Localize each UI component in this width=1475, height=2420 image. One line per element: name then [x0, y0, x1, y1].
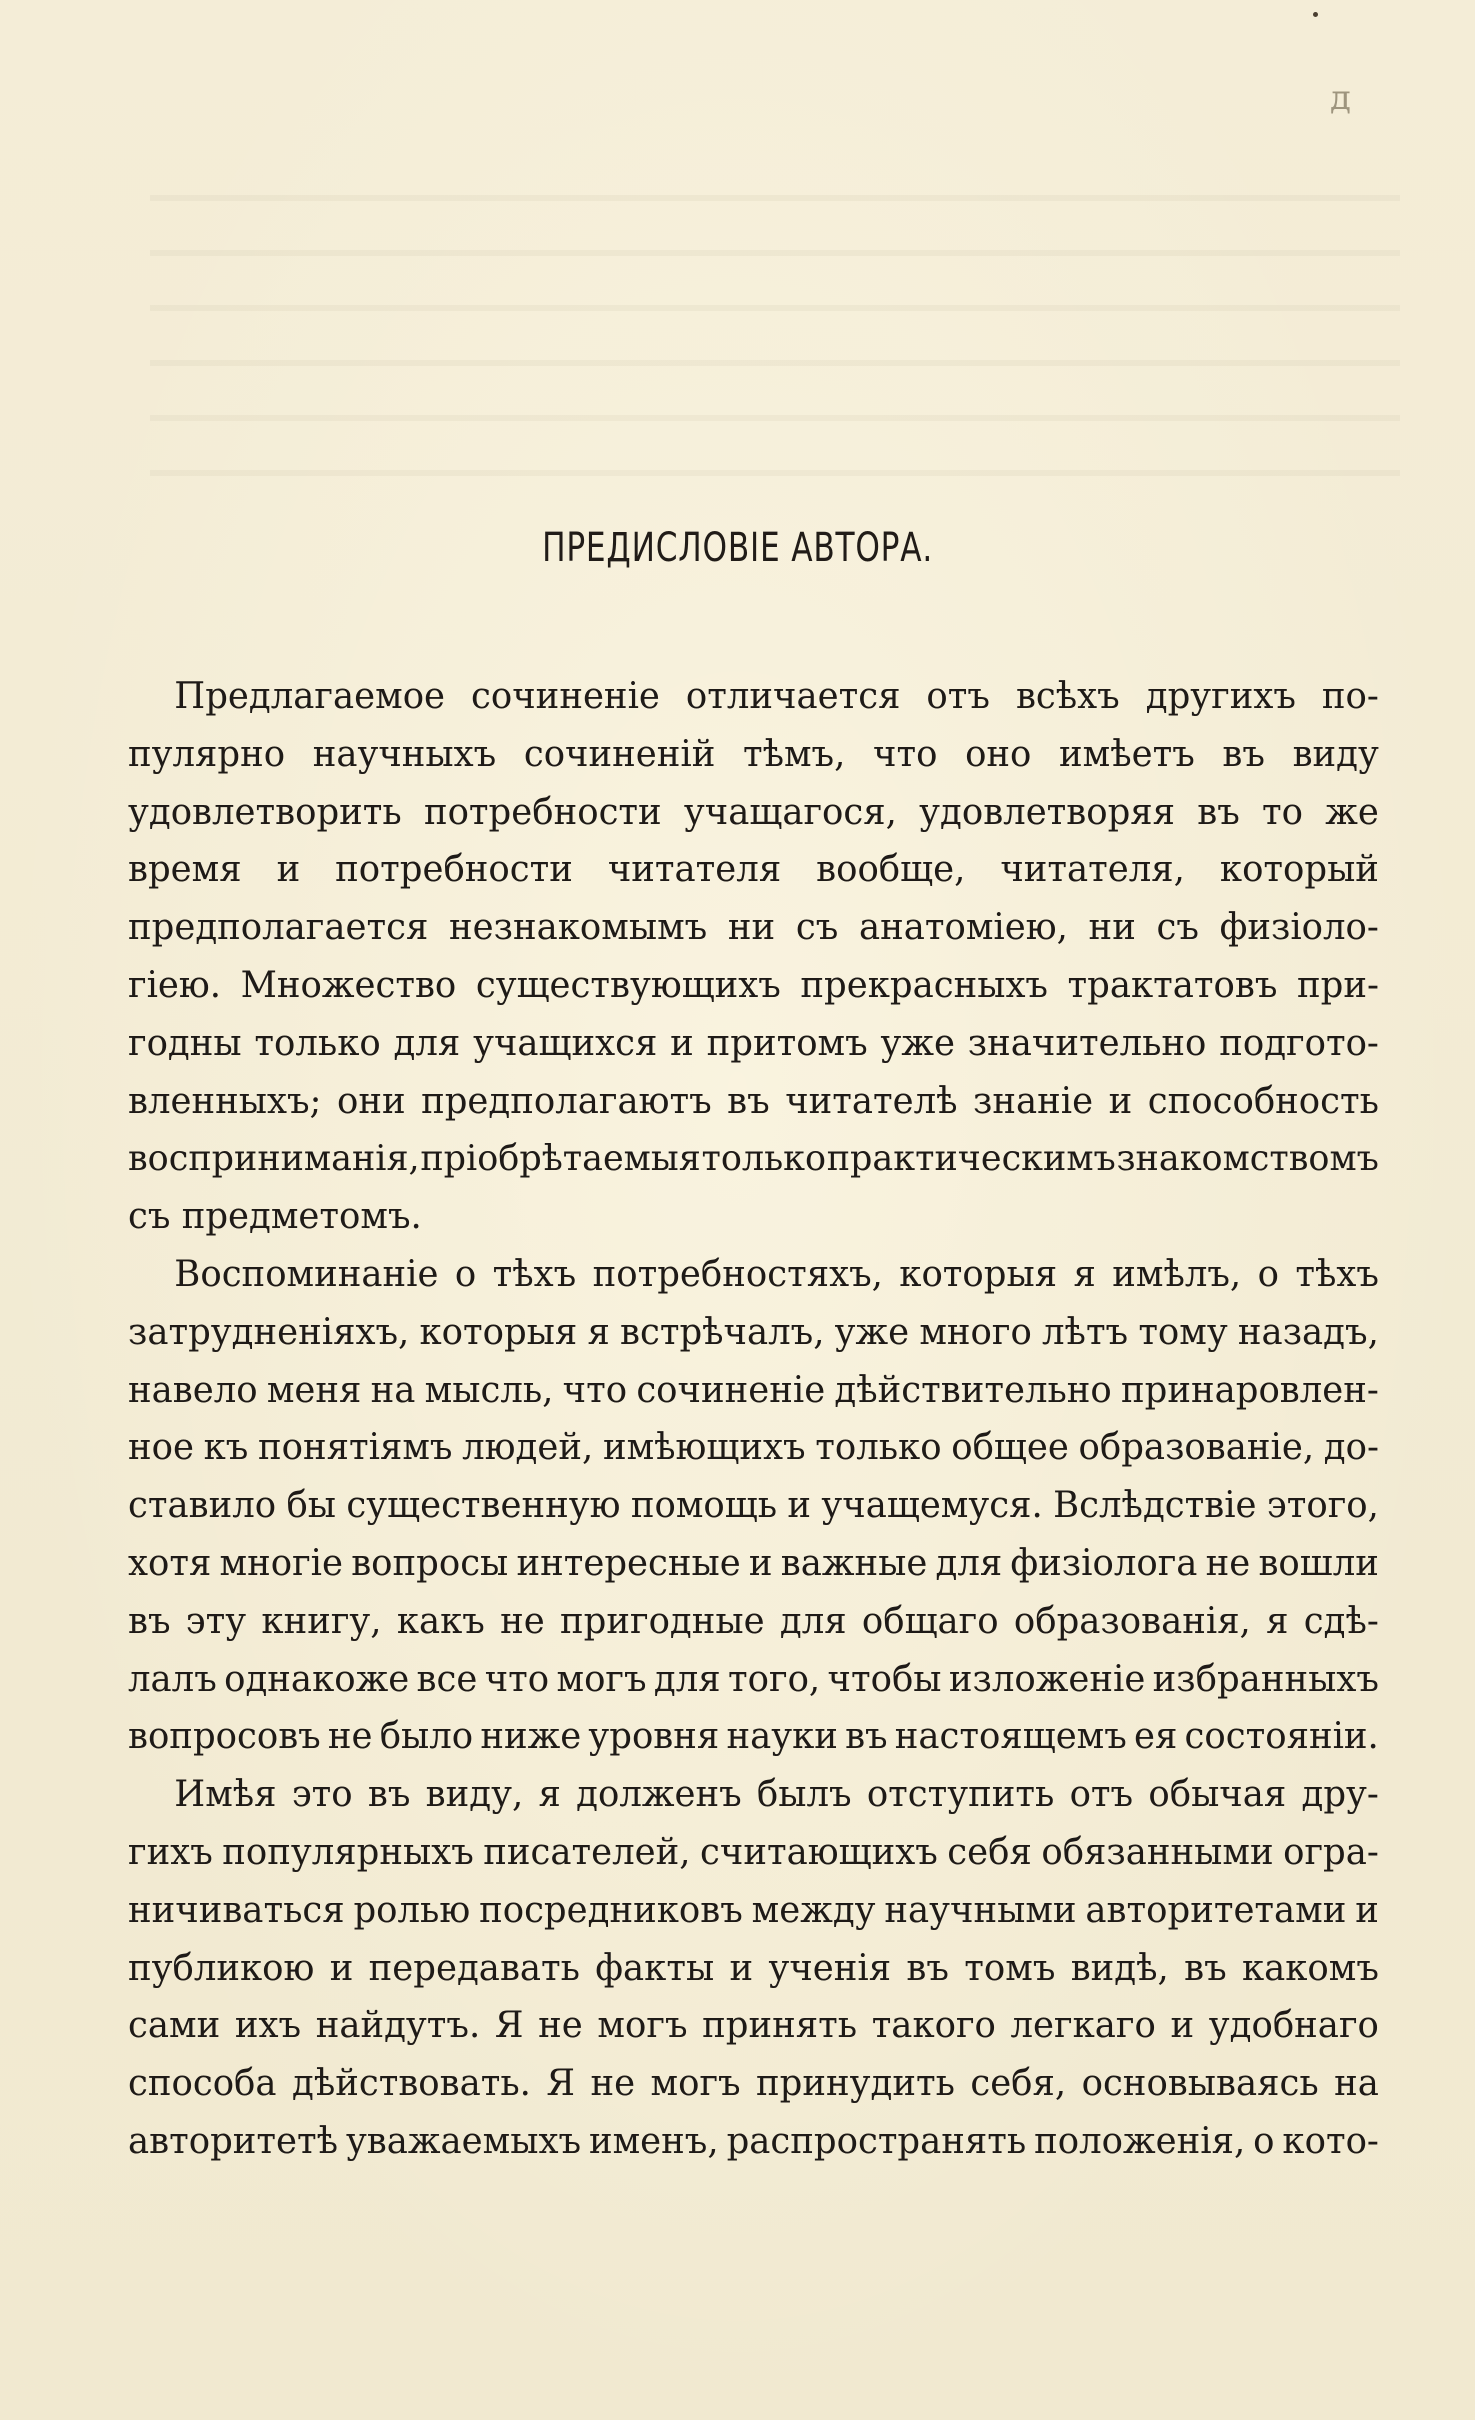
word: ея — [1134, 1716, 1178, 1758]
text-line — [128, 1130, 1379, 1188]
word: которыя — [899, 1253, 1058, 1295]
word: уже — [880, 1022, 955, 1064]
word: того, — [728, 1658, 821, 1700]
word: авторитетѣ — [128, 2120, 339, 2162]
word: потребности — [335, 849, 573, 891]
word: и — [729, 1947, 754, 1989]
word: на — [1334, 2063, 1379, 2105]
text-line — [128, 1651, 1379, 1709]
word: учащагося, — [683, 791, 897, 833]
word: Вслѣдствіе — [1053, 1485, 1257, 1527]
word: людей, — [462, 1427, 594, 1469]
word: и — [1108, 1080, 1133, 1122]
word: легкаго — [1010, 2005, 1156, 2047]
word: ниже — [480, 1716, 582, 1758]
word: же — [1325, 791, 1379, 833]
text-line — [128, 1593, 1379, 1651]
word: гихъ — [128, 1831, 213, 1873]
word: предполагается — [128, 907, 429, 949]
text-line: съ предметомъ. — [128, 1196, 422, 1238]
word: многіе — [219, 1542, 344, 1584]
word: потребности — [423, 791, 662, 833]
word: тѣмъ, — [742, 733, 846, 775]
word: это — [291, 1774, 353, 1816]
word: въ — [906, 1947, 949, 1989]
word: я — [1266, 1600, 1289, 1642]
word: бы — [286, 1485, 337, 1527]
word: такого — [871, 2005, 996, 2047]
word: популярныхъ — [222, 1831, 474, 1873]
word: только — [254, 1022, 381, 1064]
word: кото- — [1282, 2120, 1379, 2162]
word: публикою — [128, 1947, 315, 1989]
word: обычая — [1148, 1774, 1287, 1816]
word: мысль, — [424, 1369, 554, 1411]
word: могъ — [597, 2005, 688, 2047]
word: съ — [1156, 907, 1199, 949]
word: учащихся — [473, 1022, 658, 1064]
word: навело — [128, 1369, 258, 1411]
word: хотя — [128, 1542, 212, 1584]
word: Множество — [240, 964, 457, 1006]
text-line — [128, 2055, 1379, 2113]
word: годны — [128, 1022, 242, 1064]
text-line — [128, 668, 1379, 726]
word: отъ — [926, 676, 990, 717]
word: въ — [1222, 733, 1265, 775]
word: ученія — [768, 1947, 892, 1989]
word: отступить — [866, 1774, 1055, 1816]
word: избранныхъ — [1152, 1658, 1379, 1700]
text-line — [128, 841, 1379, 899]
word: Я — [546, 2063, 576, 2105]
word: къ — [203, 1427, 249, 1469]
word: этого, — [1266, 1485, 1379, 1527]
word: пригодные — [560, 1600, 765, 1642]
word: пулярно — [128, 733, 286, 775]
word: сочиненіе — [471, 676, 660, 717]
text-line — [128, 1362, 1379, 1420]
word: много — [919, 1311, 1032, 1353]
word: образованія, — [1013, 1600, 1251, 1642]
word: меня — [266, 1369, 362, 1411]
word: между — [751, 1889, 876, 1931]
text-line — [128, 899, 1379, 957]
text-line — [128, 1246, 1379, 1304]
word: дѣйствовать. — [291, 2063, 531, 2105]
word: только — [701, 1138, 827, 1180]
word: долженъ — [576, 1774, 742, 1816]
word: не — [1205, 1542, 1251, 1584]
word: въ — [128, 1600, 171, 1642]
text-line — [128, 1997, 1379, 2055]
word: всѣхъ — [1015, 676, 1120, 717]
word: при- — [1296, 964, 1379, 1006]
word: принять — [702, 2005, 858, 2047]
word: по- — [1321, 676, 1379, 717]
word: важные — [780, 1542, 928, 1584]
word: удовлетворить — [128, 791, 402, 833]
word: знаніе — [973, 1080, 1094, 1122]
word: другихъ — [1145, 676, 1296, 717]
word: однакоже — [224, 1658, 410, 1700]
word: тѣхъ — [1295, 1253, 1379, 1295]
word: себя — [947, 1831, 1032, 1873]
word: назадъ, — [1237, 1311, 1379, 1353]
word: отъ — [1069, 1774, 1134, 1816]
word: существенную — [346, 1485, 621, 1527]
word: анатоміею, — [858, 907, 1068, 949]
word: на — [370, 1369, 416, 1411]
word: отличается — [685, 676, 901, 717]
word: знакомствомъ — [1116, 1138, 1379, 1180]
word: интересные — [516, 1542, 741, 1584]
text-line — [128, 1015, 1379, 1073]
word: тому — [1138, 1311, 1228, 1353]
word: ролью — [353, 1889, 471, 1931]
word: могъ — [556, 1658, 647, 1700]
word: то — [1262, 791, 1304, 833]
word: что — [873, 733, 938, 775]
word: былъ — [756, 1774, 852, 1816]
word: уже — [834, 1311, 910, 1353]
word: ни — [727, 907, 776, 949]
word: и — [748, 1542, 773, 1584]
word: съ — [795, 907, 839, 949]
word: ихъ — [234, 2005, 302, 2047]
word: существующихъ — [475, 964, 781, 1006]
word: виду — [1292, 733, 1379, 775]
word: принаровлен- — [1121, 1369, 1379, 1411]
word: Воспоминаніе — [174, 1253, 439, 1295]
word: затрудненіяхъ, — [128, 1311, 410, 1353]
word: Предлагаемое — [174, 676, 446, 717]
word: оно — [965, 733, 1032, 775]
word: до- — [1323, 1427, 1379, 1469]
word: считающихъ — [700, 1831, 938, 1873]
word: дѣйствительно — [834, 1369, 1112, 1411]
word: который — [1219, 849, 1379, 891]
word: въ — [1197, 791, 1240, 833]
word: ни — [1088, 907, 1136, 949]
word: вопросовъ — [128, 1716, 321, 1758]
word: прекрасныхъ — [800, 964, 1049, 1006]
word: читателя, — [1000, 849, 1185, 891]
text-line — [128, 1535, 1379, 1593]
word: изложеніе — [948, 1658, 1146, 1700]
body-text — [128, 668, 1398, 2171]
word: вообще, — [816, 849, 966, 891]
text-line — [128, 726, 1379, 784]
word: время — [128, 849, 242, 891]
word: подгото- — [1219, 1022, 1379, 1064]
word: что — [562, 1369, 628, 1411]
word: физіолога — [1010, 1542, 1198, 1584]
text-line — [128, 1766, 1379, 1824]
word: предполагаютъ — [421, 1080, 712, 1122]
word: для — [653, 1658, 721, 1700]
text-line — [128, 1304, 1379, 1362]
word: видѣ, — [1070, 1947, 1169, 1989]
word: Имѣя — [174, 1774, 277, 1816]
word: удовлетворяя — [919, 791, 1176, 833]
word: авторитетами — [1085, 1889, 1347, 1931]
word: все — [416, 1658, 478, 1700]
word: могъ — [650, 2063, 741, 2105]
word: эту — [185, 1600, 247, 1642]
word: основываясь — [1081, 2063, 1319, 2105]
word: лѣтъ — [1042, 1311, 1129, 1353]
word: сочиненій — [523, 733, 716, 775]
word: и — [1355, 1889, 1379, 1931]
word: образованіе, — [1078, 1427, 1315, 1469]
word: распространять — [726, 2120, 1027, 2162]
word: потребностяхъ, — [592, 1253, 883, 1295]
word: для — [393, 1022, 461, 1064]
word: не — [500, 1600, 545, 1642]
text-line — [128, 1073, 1379, 1131]
word: обязанными — [1041, 1831, 1274, 1873]
text-line — [128, 1940, 1379, 1998]
word: трактатовъ — [1067, 964, 1278, 1006]
word: какъ — [396, 1600, 485, 1642]
word: томъ — [964, 1947, 1056, 1989]
word: тѣхъ — [492, 1253, 577, 1295]
word: и — [787, 1485, 812, 1527]
word: пріобрѣтаемыя — [420, 1138, 701, 1180]
page-corner-mark: д — [1330, 78, 1351, 118]
word: сочиненіе — [636, 1369, 826, 1411]
text-line — [128, 1882, 1379, 1940]
word: я — [1073, 1253, 1096, 1295]
word: физіоло- — [1219, 907, 1379, 949]
word: учащемуся. — [821, 1485, 1043, 1527]
word: воспринимaнія, — [128, 1138, 420, 1180]
word: практическимъ — [826, 1138, 1116, 1180]
word: и — [276, 849, 301, 891]
word: только — [815, 1427, 942, 1469]
text-line — [128, 1477, 1379, 1535]
word: факты — [595, 1947, 715, 1989]
word: научными — [884, 1889, 1077, 1931]
word: имѣлъ, — [1112, 1253, 1242, 1295]
word: ставило — [128, 1485, 277, 1527]
word: понятіямъ — [258, 1427, 453, 1469]
word: читателя — [607, 849, 782, 891]
word: дру- — [1301, 1774, 1379, 1816]
word: ничиваться — [128, 1889, 345, 1931]
word: о — [454, 1253, 477, 1295]
word: Я — [494, 2005, 524, 2047]
word: я — [587, 1311, 610, 1353]
word: писателей, — [483, 1831, 691, 1873]
word: способа — [128, 2063, 277, 2105]
show-through-text — [150, 165, 1400, 495]
page-title: ПРЕДИСЛОВІЕ АВТОРА. — [542, 525, 934, 571]
word: лалъ — [128, 1658, 217, 1700]
word: незнакомымъ — [449, 907, 708, 949]
word: вленныхъ; — [128, 1080, 322, 1122]
text-line — [128, 784, 1379, 842]
word: положенія, — [1034, 2120, 1246, 2162]
text-line — [128, 1419, 1379, 1477]
word: и — [1170, 2005, 1195, 2047]
word: для — [935, 1542, 1003, 1584]
ink-speck — [1313, 12, 1318, 17]
word: въ — [367, 1774, 411, 1816]
word: я — [538, 1774, 561, 1816]
word: сдѣ- — [1303, 1600, 1379, 1642]
text-line — [128, 1708, 1379, 1766]
word: именъ, — [588, 2120, 719, 2162]
word: было — [379, 1716, 474, 1758]
word: встрѣчалъ, — [620, 1311, 825, 1353]
word: имѣющихъ — [602, 1427, 806, 1469]
word: виду, — [425, 1774, 524, 1816]
word: настоящемъ — [894, 1716, 1127, 1758]
word: способность — [1147, 1080, 1379, 1122]
word: не — [590, 2063, 636, 2105]
word: передавать — [368, 1947, 580, 1989]
word: книгу, — [261, 1600, 382, 1642]
word: помощь — [630, 1485, 778, 1527]
word: найдутъ. — [315, 2005, 481, 2047]
word: гіею. — [128, 964, 222, 1006]
word: имѣетъ — [1059, 733, 1195, 775]
word: и — [329, 1947, 354, 1989]
word: въ — [1184, 1947, 1227, 1989]
word: общаго — [861, 1600, 999, 1642]
word: вошли — [1258, 1542, 1379, 1584]
word: значительно — [967, 1022, 1207, 1064]
word: науки — [726, 1716, 838, 1758]
word: которыя — [419, 1311, 578, 1353]
text-line — [128, 957, 1379, 1015]
word: какомъ — [1241, 1947, 1379, 1989]
word: и — [670, 1022, 694, 1064]
word: въ — [727, 1080, 770, 1122]
word: вопросы — [351, 1542, 509, 1584]
word: читателѣ — [785, 1080, 958, 1122]
word: притомъ — [706, 1022, 868, 1064]
word: состояніи. — [1184, 1716, 1379, 1758]
word: общее — [951, 1427, 1069, 1469]
word: научныхъ — [312, 733, 497, 775]
word: сами — [128, 2005, 221, 2047]
word: уважаемыхъ — [345, 2120, 582, 2162]
word: огра- — [1283, 1831, 1379, 1873]
word: принудить — [756, 2063, 955, 2105]
word: не — [538, 2005, 583, 2047]
text-line — [128, 2113, 1379, 2171]
word: въ — [845, 1716, 888, 1758]
word: чтобы — [827, 1658, 942, 1700]
word: они — [336, 1080, 406, 1122]
word: уровня — [588, 1716, 720, 1758]
text-line — [128, 1824, 1379, 1882]
word: не — [327, 1716, 373, 1758]
word: о — [1253, 2120, 1275, 2162]
word: удобнаго — [1208, 2005, 1379, 2047]
word: себя, — [970, 2063, 1067, 2105]
word: что — [484, 1658, 550, 1700]
word: о — [1257, 1253, 1279, 1295]
word: посредниковъ — [479, 1889, 743, 1931]
word: для — [779, 1600, 847, 1642]
word: ное — [128, 1427, 194, 1469]
